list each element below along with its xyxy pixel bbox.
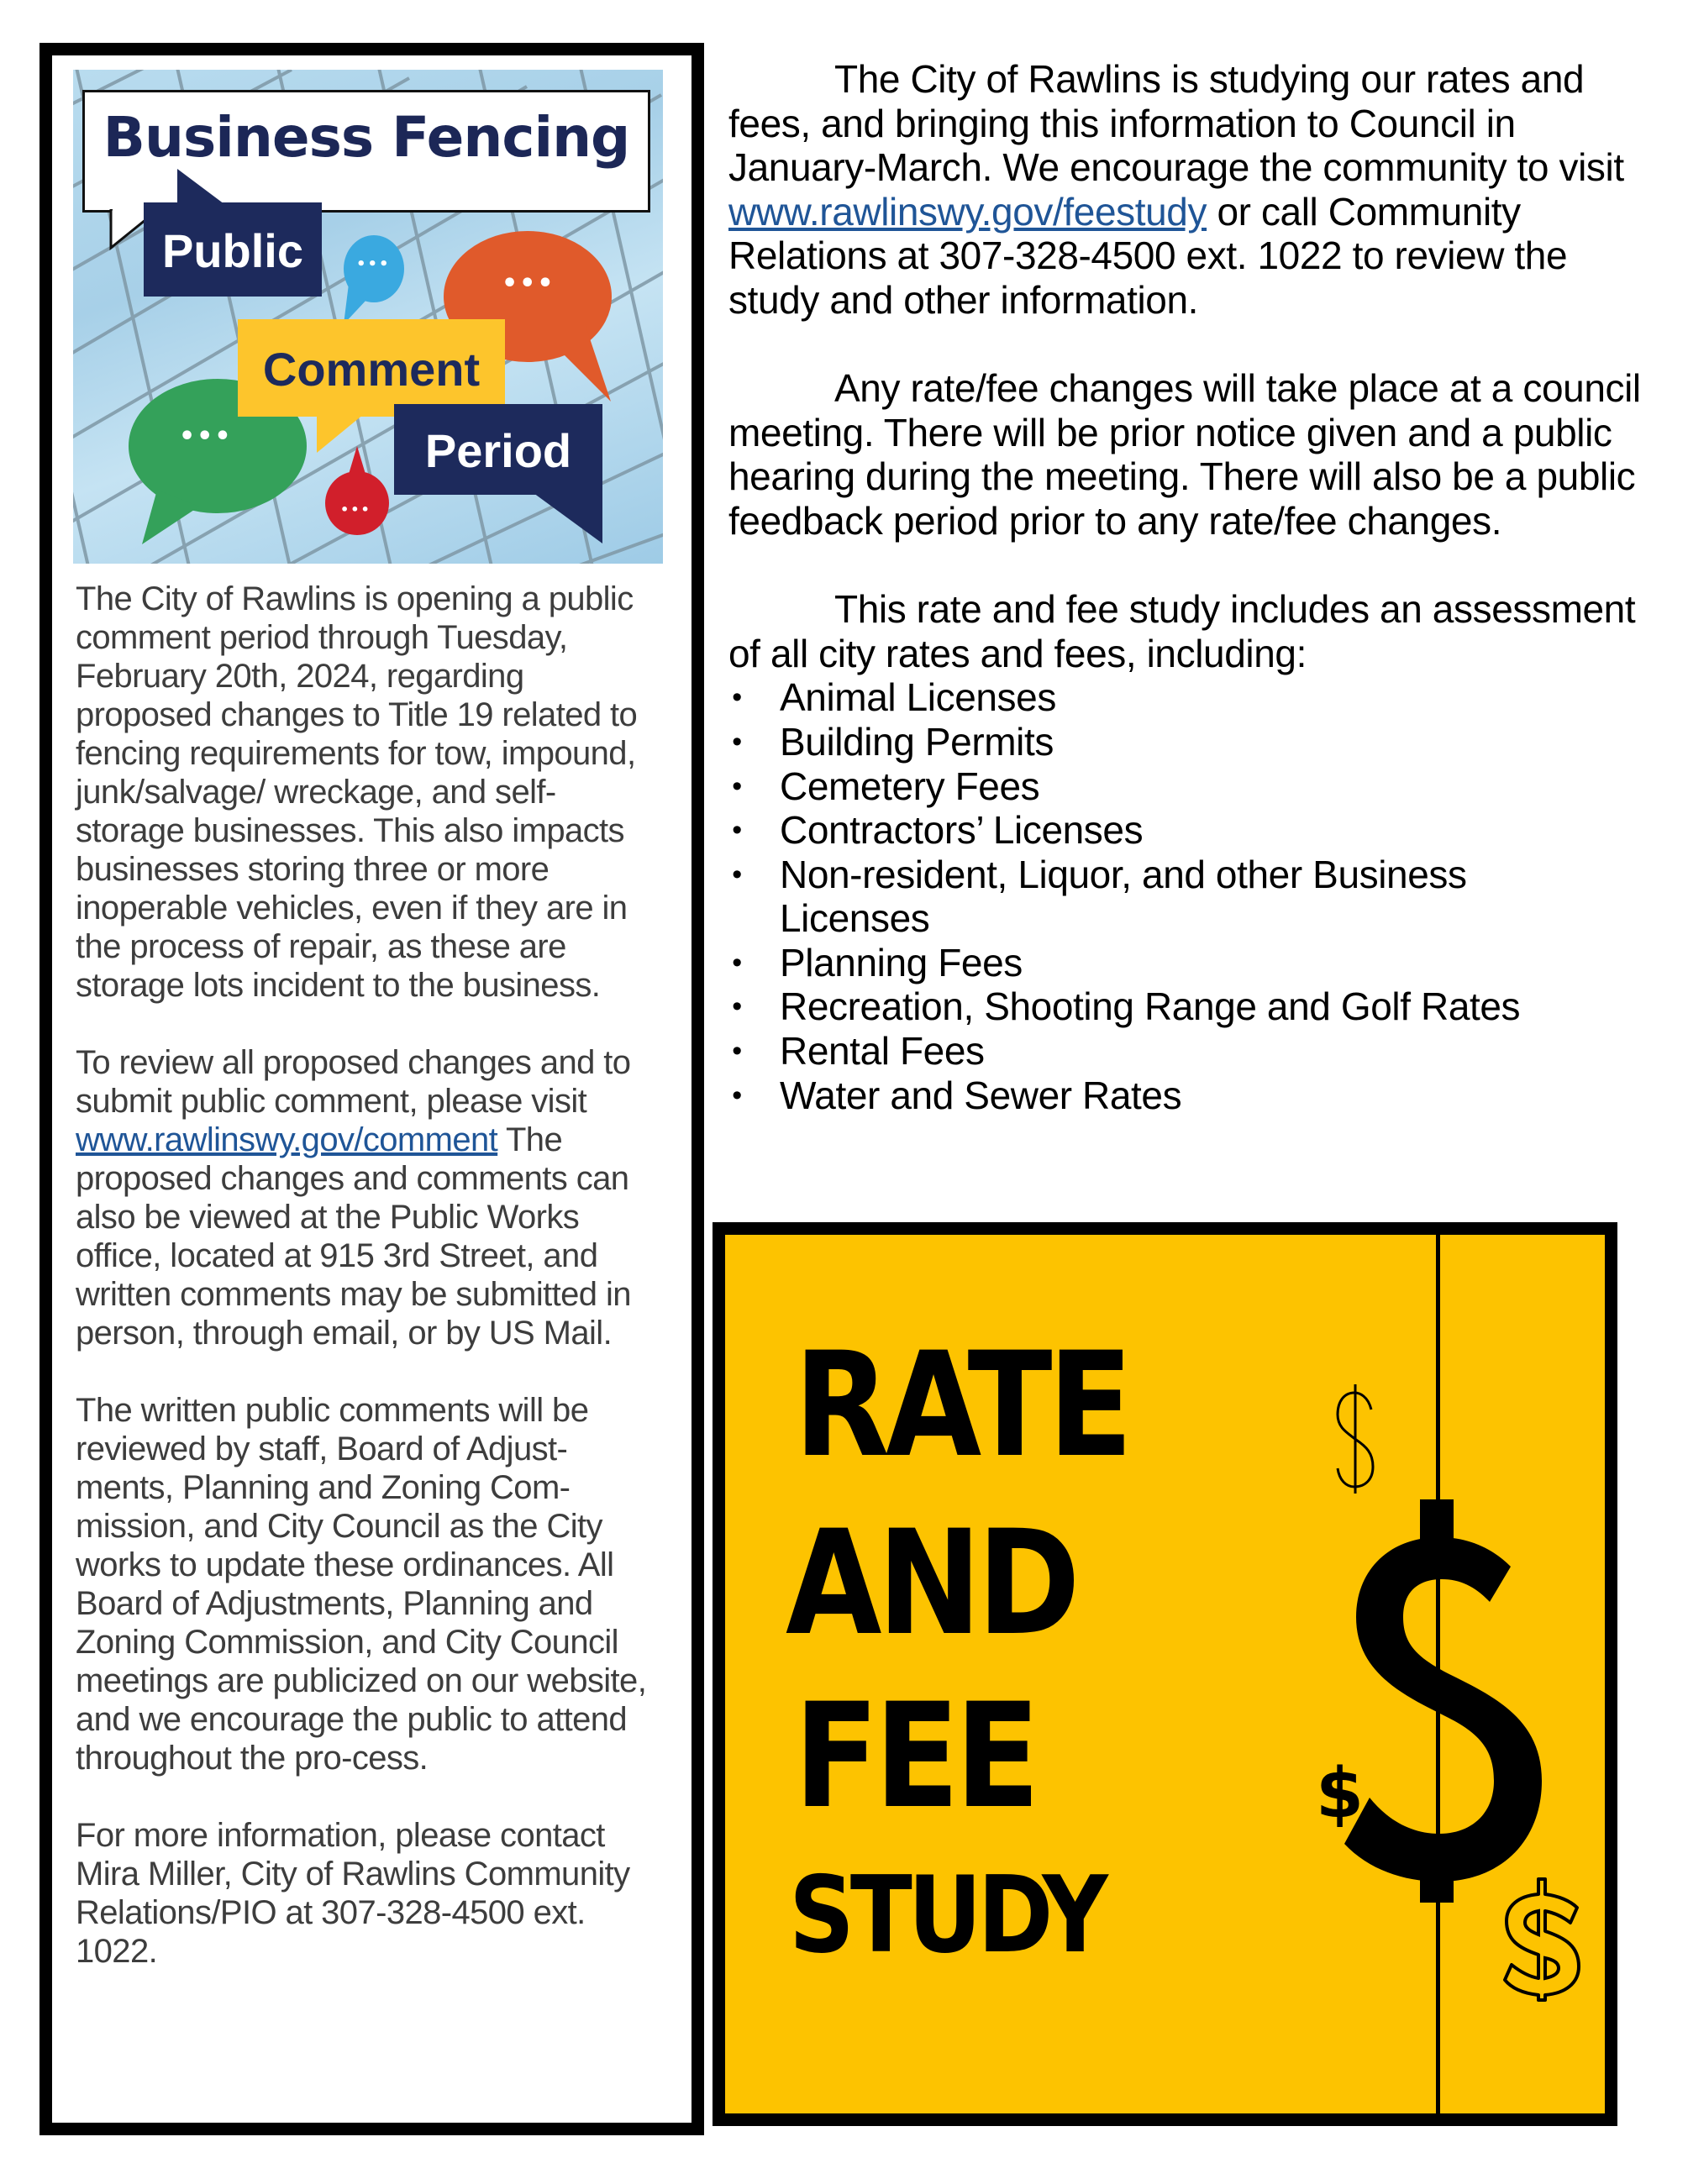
word-and: AND [786, 1499, 1076, 1667]
word-fee: FEE [794, 1672, 1036, 1840]
bullet-icon: • [732, 725, 742, 758]
chat-bubble-red-icon [323, 446, 392, 537]
bullet-icon: • [732, 1035, 742, 1068]
period-tag: Period [394, 404, 602, 495]
list-item: • Cemetery Fees [728, 764, 1644, 809]
bullet-icon: • [732, 990, 742, 1023]
dollar-sign-thin-icon [1329, 1384, 1383, 1494]
chat-bubble-blue-icon [340, 234, 408, 326]
business-fencing-graphic [73, 70, 663, 564]
feestudy-link[interactable]: www.rawlinswy.gov/feestudy [728, 189, 1207, 234]
rate-fee-study-graphic [713, 1222, 1617, 2126]
paragraph-review-changes: To review all proposed changes and to submit public comment, please visit www.rawlinswy.gov/comment The proposed changes and comments can also be viewed at the Public Works office, located at 915 3rd Street, and written comments may be submitted in person, through email, or by US Mail. [76, 1044, 631, 1352]
title-speech-bubble [82, 90, 650, 213]
list-item: • Planning Fees [728, 941, 1644, 985]
list-item: • Rental Fees [728, 1029, 1644, 1074]
fee-category-list [728, 675, 1644, 1117]
typing-dots: ••• [340, 501, 371, 517]
dollar-sign-outline-icon [1500, 1876, 1584, 2002]
list-item: • Water and Sewer Rates [728, 1074, 1644, 1118]
bullet-icon: • [732, 946, 742, 979]
word-study: STUDY [789, 1853, 1104, 1977]
paragraph-study-includes: This rate and fee study includes an assessment of all city rates and fees, including: [728, 587, 1636, 675]
paragraph-written-comments: The written public comments will be reviewed by staff, Board of Adjust-ments, Planning and Zoning Com-mission, and City Council as the City works to update these ordinances. All Board of Adjustments, Planning and Zoning Commission, and City Council meetings are publicized on our website, and we encourage the public to attend throughout the pro-cess. [76, 1392, 647, 1777]
bullet-icon: • [732, 858, 742, 890]
dollar-sign-small-icon: $ [1316, 1754, 1365, 1834]
comment-tag: Comment [238, 319, 505, 417]
typing-dots: ••• [356, 255, 391, 273]
list-item: • Recreation, Shooting Range and Golf Rates [728, 984, 1644, 1029]
list-item: • Contractors’ Licenses [728, 808, 1644, 853]
list-item: • Animal Licenses [728, 675, 1644, 720]
fee-study-text [728, 57, 1644, 1117]
paragraph-rate-changes: Any rate/fee changes will take place at a council meeting. There will be prior notice given and a public hearing during the meeting. There will also be a public feedback period prior to any rate/fee changes. [728, 366, 1641, 543]
paragraph-fee-study-intro: The City of Rawlins is studying our rates and fees, and bringing this information to Council in January-March. We encourage the community to visit www.rawlinswy.gov/feestudy or call Community Relations at 307-328-4500 ext. 1022 to review the study and other information. [728, 57, 1624, 322]
word-rate: RATE [794, 1320, 1129, 1489]
fencing-notice-text [76, 580, 664, 2009]
tag-tail-icon [534, 493, 604, 545]
graphic-title: Business Fencing [103, 105, 630, 170]
paragraph-comment-period: The City of Rawlins is opening a public comment period through Tuesday, February 20th, 2024, regarding proposed changes to Title 19 related to fencing requirements for tow, impound, junk/salvage/ wreckage, and self-storage businesses. This also impacts businesses storing three or more inoperable vehicles, even if they are in the process of repair, as these are storage lots incident to the business. [76, 580, 638, 1004]
typing-dots: ••• [179, 422, 233, 451]
list-item: • Non-resident, Liquor, and other Business Licenses [728, 853, 1644, 941]
paragraph-contact: For more information, please contact Mira Miller, City of Rawlins Community Relations/PIO at 307-328-4500 ext. 1022. [76, 1817, 630, 1970]
typing-dots: ••• [502, 269, 555, 298]
tag-tail-icon [177, 169, 228, 206]
list-item: • Building Permits [728, 720, 1644, 764]
bullet-icon: • [732, 814, 742, 847]
tag-tail-icon [317, 414, 367, 456]
comment-link[interactable]: www.rawlinswy.gov/comment [76, 1121, 498, 1158]
dollar-sign-large-icon [1343, 1499, 1544, 1903]
bullet-icon: • [732, 681, 742, 714]
public-tag: Public [144, 202, 322, 297]
bullet-icon: • [732, 1079, 742, 1111]
bullet-icon: • [732, 769, 742, 802]
